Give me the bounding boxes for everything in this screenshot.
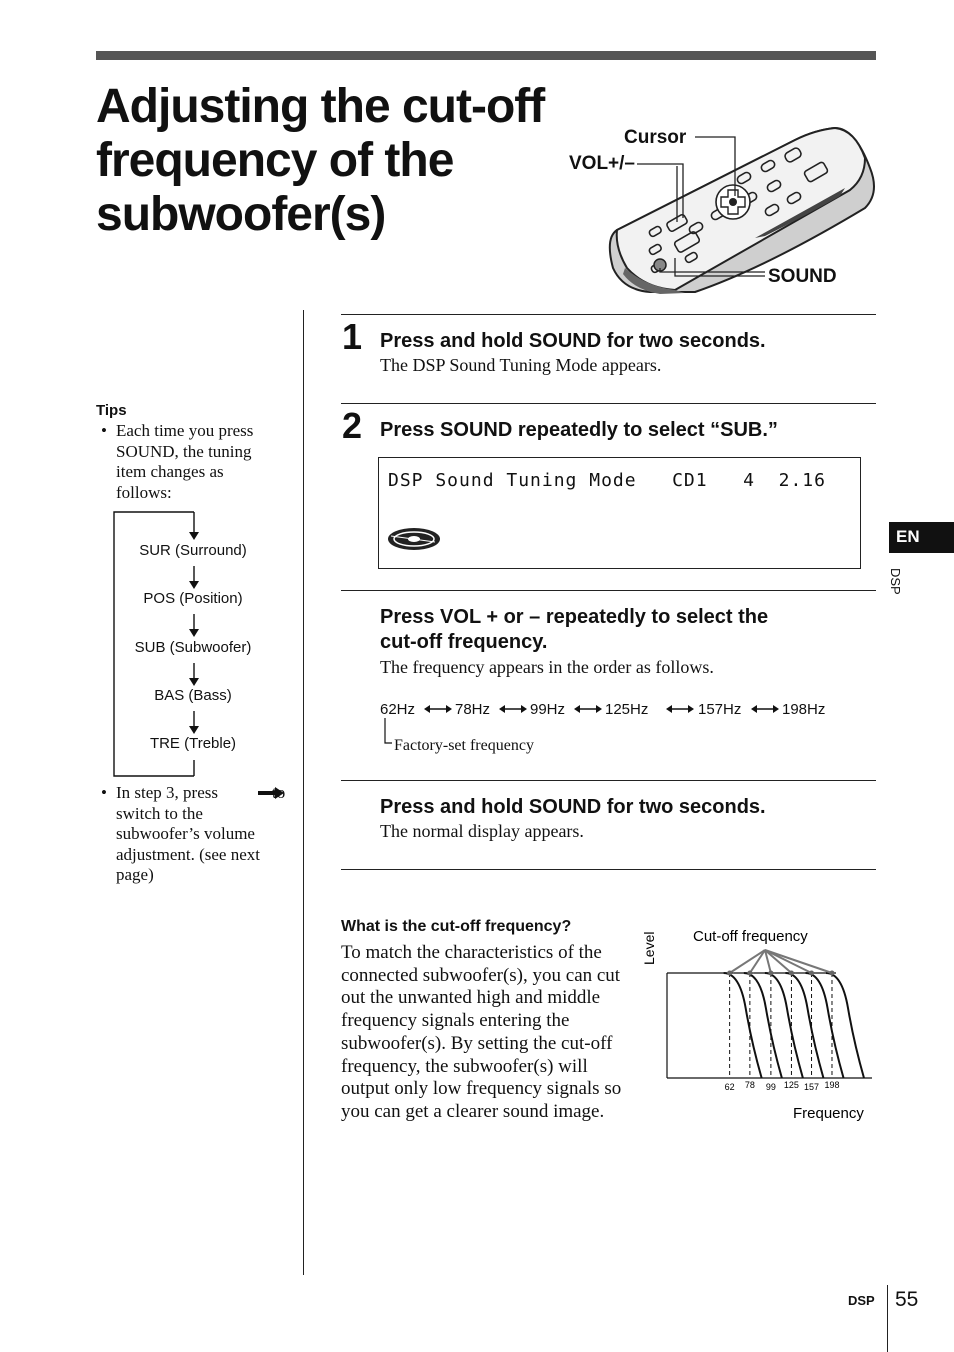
flow-item: POS (Position) (143, 590, 243, 607)
tip-line: adjustment. (see next (116, 844, 260, 864)
step-body: The frequency appears in the order as follows. (380, 657, 714, 677)
x-tick-label: 125 (783, 1080, 799, 1090)
cutoff-title: What is the cut-off frequency? (341, 918, 572, 935)
chart-curves (710, 950, 864, 1078)
step-divider (341, 869, 876, 870)
bullet: • (101, 783, 107, 802)
cutoff-point (789, 971, 794, 976)
language-tab (889, 522, 954, 553)
double-arrow-icon (574, 703, 602, 715)
step-body: The normal display appears. (380, 821, 584, 841)
remote-illustration (565, 118, 885, 303)
title-line: subwoofer(s) (96, 188, 386, 241)
double-arrow-icon (751, 703, 779, 715)
y-axis-label: Level (641, 931, 657, 965)
vol-label: VOL+/– (569, 153, 635, 174)
display-panel (378, 457, 861, 569)
tip-suffix: to (272, 783, 286, 802)
tip-line: item changes as (116, 462, 224, 481)
step-number: 2 (342, 405, 363, 446)
cursor-pad (716, 185, 750, 219)
bullet: • (101, 421, 107, 440)
cutoff-body: To match the characteristics of the connected subwoofer(s), you can cut out the unwanted high and middle frequency signals entering the subwoofer(s). By setting the cut-off frequency, the subwoofer(s) will output only low frequency signals so you can get a clearer sound image. (341, 942, 622, 1122)
freq-value: 99Hz (530, 701, 566, 718)
freq-value: 125Hz (605, 701, 649, 718)
tip-item (101, 421, 291, 505)
double-arrow-icon (499, 703, 527, 715)
flow-item: BAS (Bass) (154, 687, 232, 704)
cursor-label: Cursor (624, 127, 687, 148)
freq-value: 78Hz (455, 701, 491, 718)
x-tick-label: 78 (744, 1080, 755, 1090)
flow-item: SUB (Subwoofer) (134, 639, 252, 656)
language-tab-label: EN (896, 527, 920, 546)
step-divider (341, 780, 876, 781)
annotation-leader (765, 950, 832, 973)
step-body: The DSP Sound Tuning Mode appears. (380, 355, 662, 375)
double-arrow-icon (666, 703, 694, 715)
page-title (96, 80, 596, 242)
top-rule (96, 51, 876, 60)
tip-item (101, 783, 291, 888)
step-heading-line: cut-off frequency. (380, 631, 548, 653)
freq-value: 62Hz (380, 701, 416, 718)
step-divider (341, 403, 876, 404)
tip-line: In step 3, press (116, 783, 218, 802)
tip-text (116, 783, 288, 886)
freq-value: 157Hz (698, 701, 742, 718)
tip-line-with-icon (116, 783, 288, 804)
x-tick-label: 157 (804, 1082, 820, 1092)
title-line: frequency of the (96, 134, 454, 187)
side-section-label: DSP (888, 568, 903, 595)
annotation-leader (750, 950, 765, 973)
cutoff-point (727, 971, 732, 976)
display-text: DSP Sound Tuning Mode CD1 4 2.16 (388, 470, 826, 491)
x-tick-label: 99 (765, 1082, 776, 1092)
sound-label: SOUND (768, 266, 837, 287)
annotation-leader (730, 950, 765, 973)
cutoff-point (768, 971, 773, 976)
column-divider (303, 310, 304, 1275)
step-divider (341, 590, 876, 591)
freq-value: 198Hz (782, 701, 826, 718)
step-heading-line: Press VOL + or – repeatedly to select the (380, 606, 769, 628)
tip-line: switch to the (116, 803, 203, 823)
disc-icon (387, 526, 443, 552)
flow-item: SUR (Surround) (139, 542, 247, 559)
tip-line: page) (116, 865, 154, 884)
title-line: Adjusting the cut-off (96, 80, 545, 133)
cutoff-point (809, 971, 814, 976)
tip-line: Each time you press (116, 421, 254, 440)
flow-item: TRE (Treble) (149, 735, 237, 752)
step-heading: Press and hold SOUND for two seconds. (380, 330, 766, 352)
tip-line: subwoofer’s volume (116, 824, 255, 843)
tip-text (116, 421, 288, 503)
x-axis-label: Frequency (793, 1105, 864, 1122)
cutoff-point (747, 971, 752, 976)
chart-annotation: Cut-off frequency (693, 928, 808, 945)
tips-title: Tips (96, 402, 127, 419)
chart-ticks (725, 1080, 840, 1092)
factory-set-label: Factory-set frequency (394, 737, 534, 754)
step-heading: Press and hold SOUND for two seconds. (380, 796, 766, 818)
x-tick-label: 198 (824, 1080, 840, 1090)
cutoff-chart (630, 915, 880, 1130)
footer-section: DSP (848, 1293, 875, 1308)
step-heading (380, 605, 768, 655)
double-arrow-icon (424, 703, 452, 715)
step-heading: Press SOUND repeatedly to select “SUB.” (380, 419, 778, 441)
step-number: 1 (342, 316, 363, 357)
tip-line: follows: (116, 482, 172, 502)
cutoff-point (829, 971, 834, 976)
footer-divider (887, 1285, 888, 1352)
step-divider (341, 314, 876, 315)
x-tick-label: 62 (724, 1082, 735, 1092)
page-number: 55 (895, 1288, 919, 1311)
tip-line: SOUND, the tuning (116, 441, 252, 461)
